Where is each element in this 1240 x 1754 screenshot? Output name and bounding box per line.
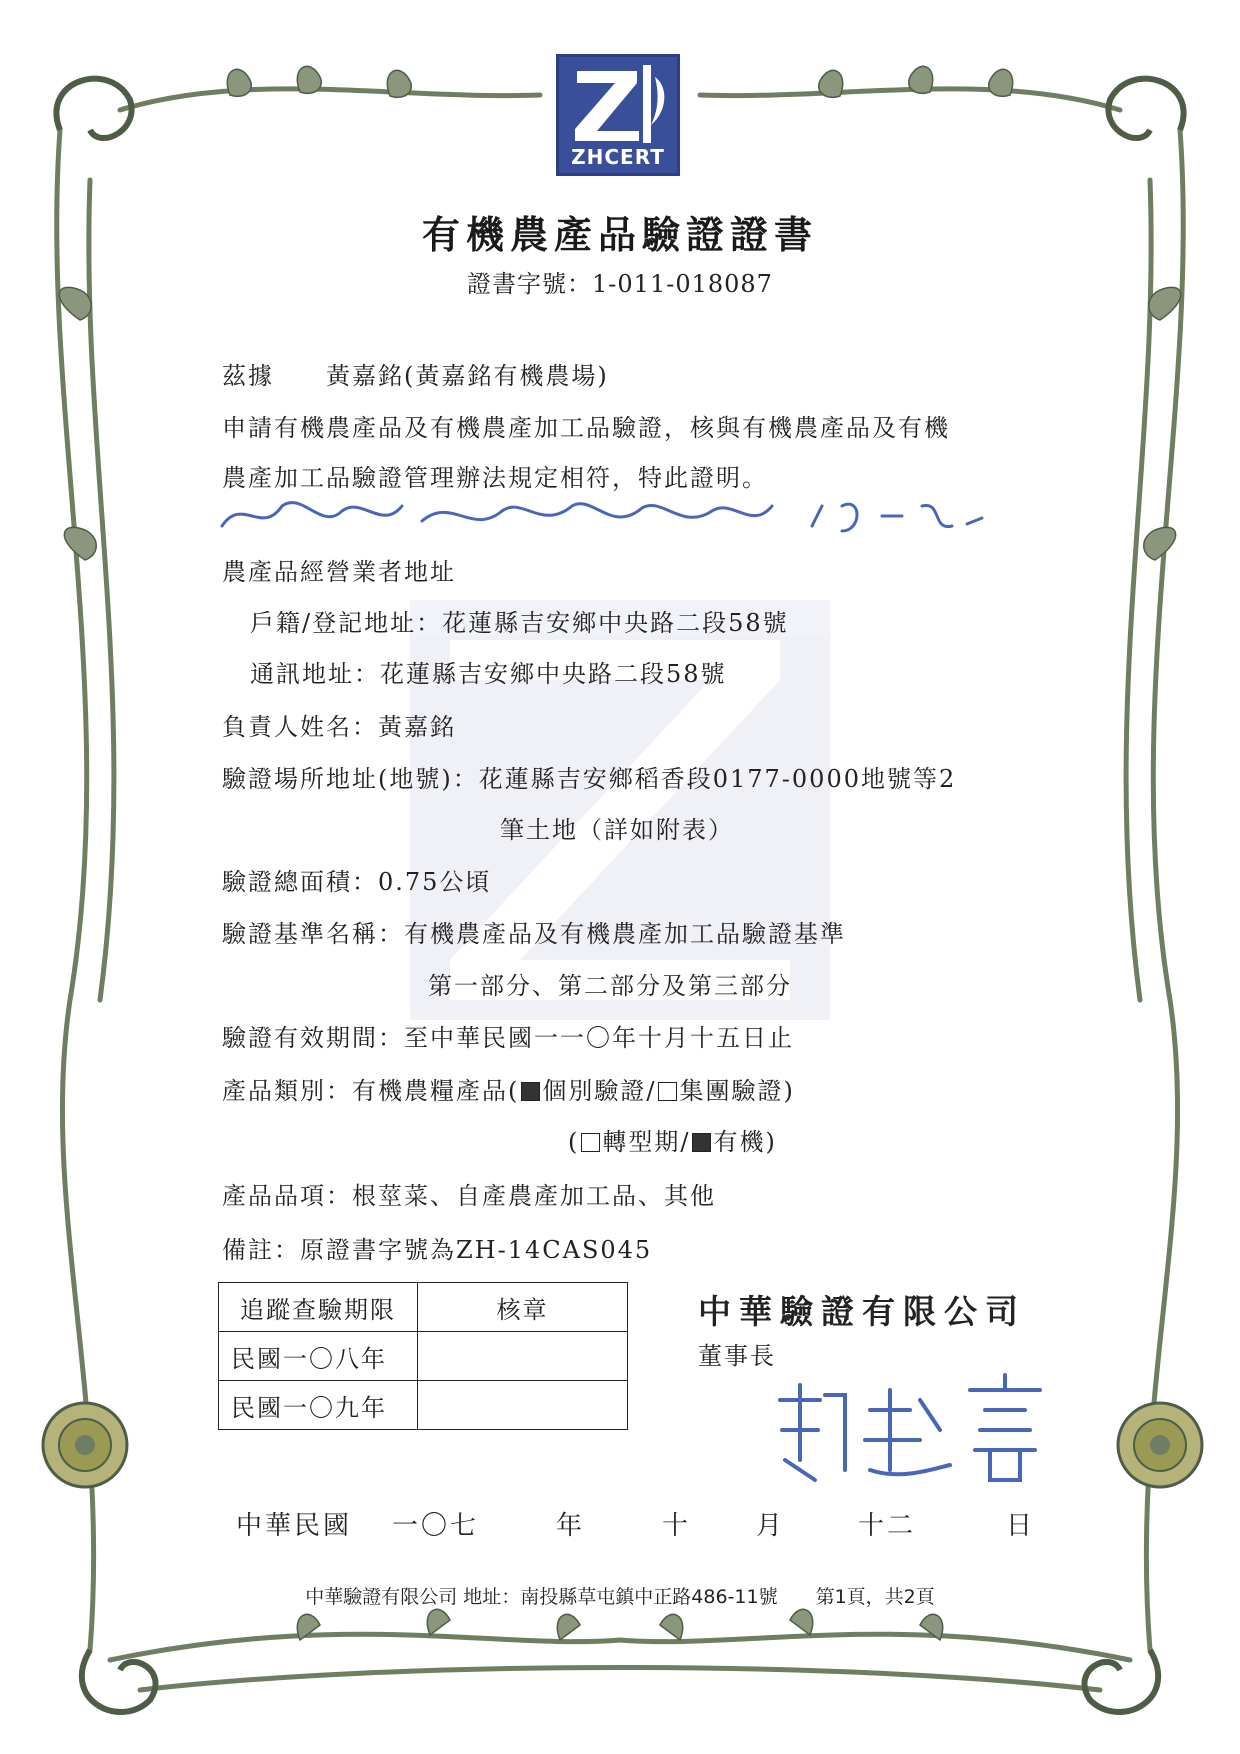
validity-period: 驗證有效期間：至中華民國一一〇年十月十五日止 xyxy=(222,1024,794,1052)
total-area: 驗證總面積：0.75公頃 xyxy=(222,868,492,896)
date-prefix: 中華民國 xyxy=(236,1511,353,1541)
logo-mark xyxy=(559,57,677,147)
chairman-title: 董事長 xyxy=(698,1342,776,1370)
checkbox-individual-checked xyxy=(521,1082,540,1101)
checkbox-organic-checked xyxy=(692,1133,711,1152)
address-heading: 農產品經營業者地址 xyxy=(222,558,456,586)
row-stamp xyxy=(418,1332,628,1381)
mailing-address: 通訊地址：花蓮縣吉安鄉中央路二段58號 xyxy=(250,660,727,688)
header-stamp: 核章 xyxy=(418,1283,628,1332)
checkbox-group-unchecked xyxy=(658,1082,677,1101)
footer: 中華驗證有限公司 地址：南投縣草屯鎮中正路486-11號 第1頁，共2頁 xyxy=(305,1586,935,1608)
recipient-line: 茲據 黃嘉銘(黃嘉銘有機農場) xyxy=(222,362,609,390)
standard-line-2: 第一部分、第二部分及第三部分 xyxy=(428,972,792,1000)
certificate-number: 證書字號：1-011-018087 xyxy=(467,270,773,298)
certificate-title: 有機農產品驗證證書 xyxy=(421,212,818,257)
stage-transition: 轉型期/ xyxy=(602,1128,691,1156)
company-name: 中華驗證有限公司 xyxy=(698,1292,1026,1331)
date-month: 十 xyxy=(662,1511,692,1541)
remarks: 備註：原證書字號為ZH-14CAS045 xyxy=(222,1236,653,1264)
product-stage: ( 轉型期/ 有機) xyxy=(568,1128,777,1156)
table-header-row xyxy=(219,1283,628,1332)
category-group: 集團驗證) xyxy=(679,1077,795,1105)
date-year: 一〇七 xyxy=(392,1511,480,1541)
table-row xyxy=(219,1332,628,1381)
stage-organic: 有機) xyxy=(713,1128,777,1156)
row-stamp xyxy=(418,1381,628,1430)
tracking-inspection-table xyxy=(218,1282,628,1430)
category-individual: 個別驗證/ xyxy=(542,1077,657,1105)
date-day: 十二 xyxy=(858,1511,917,1541)
table-row xyxy=(219,1381,628,1430)
logo-text: ZHCERT xyxy=(571,145,665,169)
category-prefix: 產品類別：有機農糧產品( xyxy=(222,1077,520,1105)
site-address-1: 驗證場所地址(地號)：花蓮縣吉安鄉稻香段0177-0000地號等2 xyxy=(222,765,957,793)
flower-right xyxy=(1118,1403,1202,1487)
household-address: 戶籍/登記地址：花蓮縣吉安鄉中央路二段58號 xyxy=(250,609,789,637)
date-day-unit: 日 xyxy=(1006,1511,1036,1541)
row-period: 民國一〇八年 xyxy=(219,1332,418,1381)
product-items: 產品品項：根莖菜、自產農產加工品、其他 xyxy=(222,1182,716,1210)
row-period: 民國一〇九年 xyxy=(219,1381,418,1430)
date-year-unit: 年 xyxy=(556,1511,586,1541)
responsible-person: 負責人姓名：黃嘉銘 xyxy=(222,713,456,741)
body-line-1: 申請有機農產品及有機農產加工品驗證，核與有機農產品及有機 xyxy=(222,414,950,442)
header-period: 追蹤查驗期限 xyxy=(219,1283,418,1332)
body-line-2: 農產加工品驗證管理辦法規定相符，特此證明。 xyxy=(222,464,768,492)
date-month-unit: 月 xyxy=(756,1511,786,1541)
product-category xyxy=(222,1071,795,1106)
zhcert-logo xyxy=(556,54,680,176)
checkbox-transition-unchecked xyxy=(581,1133,600,1152)
standard-line-1: 驗證基準名稱：有機農產品及有機農產加工品驗證基準 xyxy=(222,920,846,948)
flower-left xyxy=(43,1403,127,1487)
site-address-2: 筆土地（詳如附表） xyxy=(500,816,734,844)
